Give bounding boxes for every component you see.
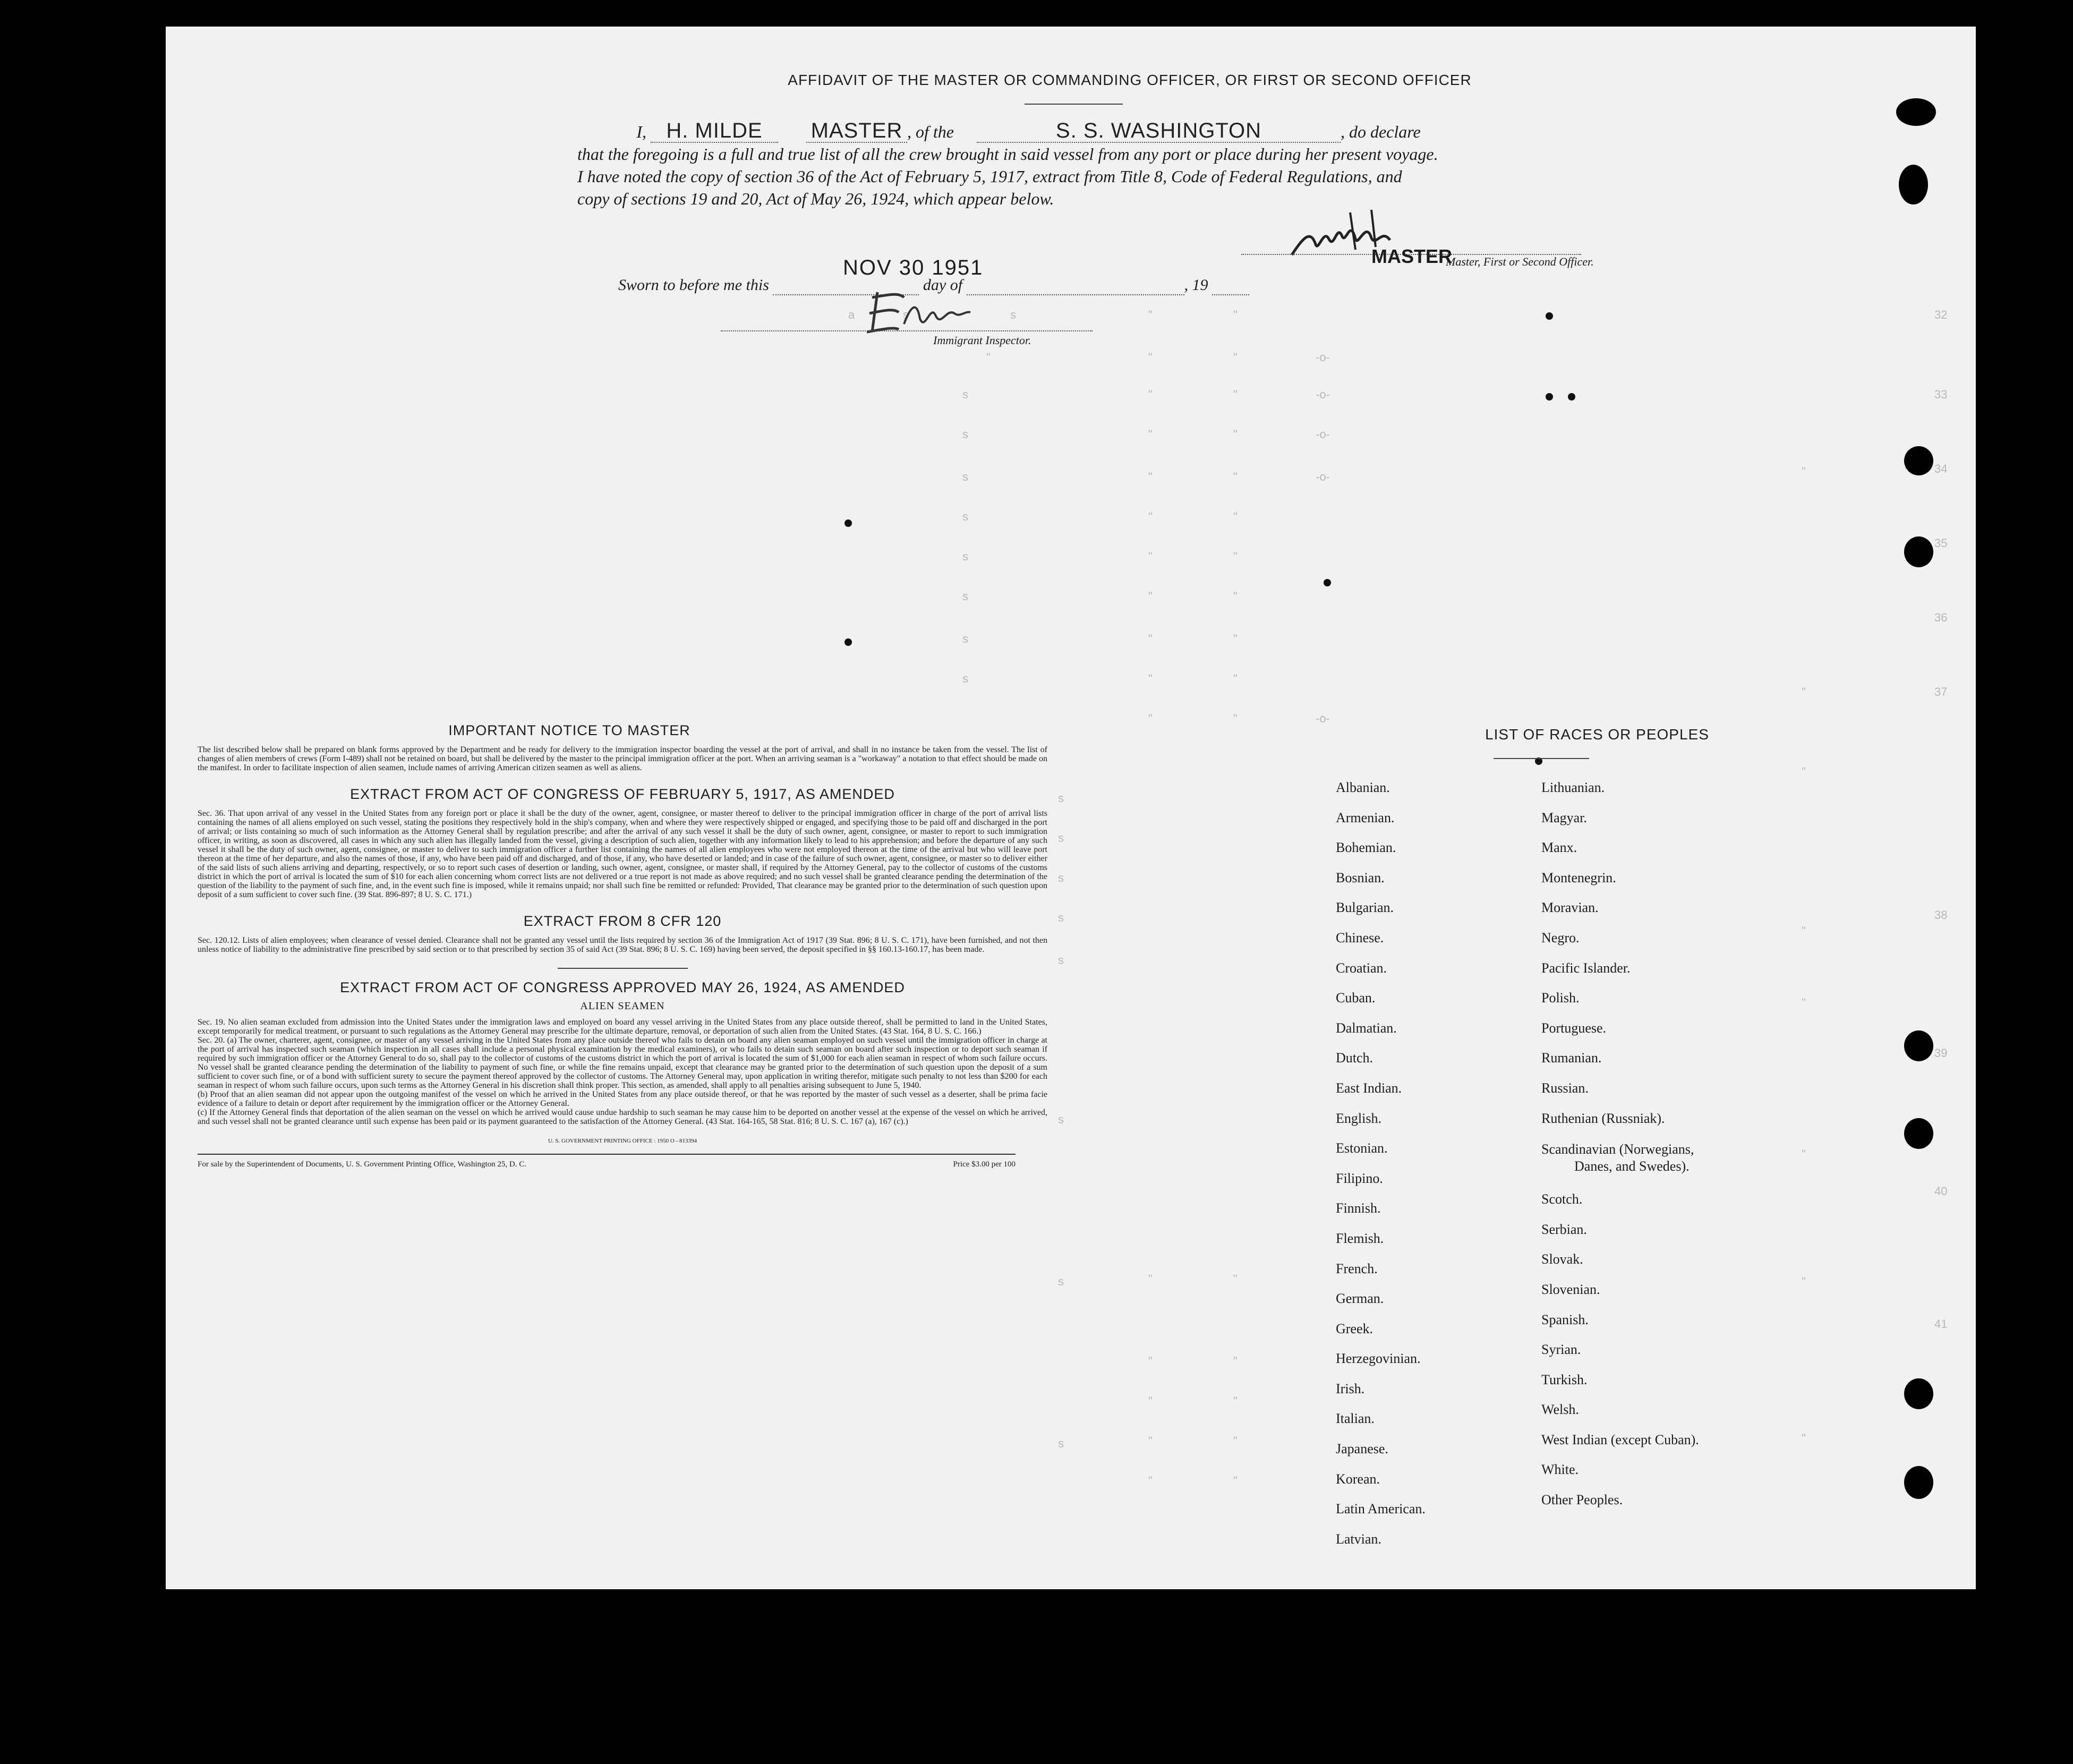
sworn-line [618,276,1415,295]
affidavit-statement [577,120,1759,210]
race-item: Slovenian. [1541,1281,1600,1297]
race-item-scandinavian [1541,1134,1780,1184]
race-item: Ruthenian (Russniak). [1541,1110,1665,1126]
master-stamp: MASTER [1371,245,1452,267]
affidavit-line-1 [577,120,1759,143]
affidavit-line-2: that the foregoing is a full and true list of all the crew brought in said vessel from any port or place during her present voyage. [577,144,1438,164]
race-item: Serbian. [1541,1221,1587,1237]
race-item: Slovak. [1541,1251,1583,1267]
race-item: English. [1336,1110,1381,1126]
ink-dot [1546,312,1553,320]
races-divider [1494,758,1589,759]
punch-hole [1904,1118,1933,1149]
affidavit-line-3: I have noted the copy of section 36 of the Act of February 5, 1917, extract from Title 8, Code of Federal Regulations, and [577,167,1402,186]
race-item-line: Scandinavian (Norwegians, [1541,1141,1694,1157]
race-item: Greek. [1336,1320,1374,1336]
race-item: Lithuanian. [1541,780,1605,795]
punch-hole [1896,98,1936,126]
gpo-imprint: U. S. GOVERNMENT PRINTING OFFICE : 1950 O - 813394 [548,1138,697,1144]
punch-hole [1904,1378,1933,1409]
extract-1924-subtitle: ALIEN SEAMEN [580,1000,665,1012]
race-item: Bosnian. [1336,870,1385,885]
race-item: Manx. [1541,840,1577,856]
punch-hole [1899,165,1928,204]
race-item: Other Peoples. [1541,1492,1623,1508]
race-item: Cuban. [1336,990,1376,1006]
extract-1917-text: Sec. 36. That upon arrival of any vessel in the United States from any foreign port or place it shall be the duty of the owner, agent, consignee, or master thereof to deliver to the principal immigration officer in charge of the port of arrival lists containing the names of all aliens employed on such vessel, stating the positions they respectively hold in the ship's company, when and where they were respectively shipped or engaged, and specifying those to be paid off and discharged in the port of arrival; or lists containing so much of such information as the Attorney General shall by regulation prescribe; and after the arrival of any such vessel it shall be the duty of such owner, agent, consignee, or master to report to such immigration officer, in writing, as soon as discovered, all cases in which any such alien has illegally landed from the vessel, giving a description of such alien, together with any information likely to lead to his apprehension; and before the departure of any such vessel it shall be the duty of such owner, agent, consignee, or master to deliver to such immigration officer a further list containing the names of all alien employees who were not employed thereon at the time of the arrival but who will leave port thereon at the time of her departure, and also the names of those, if any, who have been paid off and discharged, and of those, if any, who have deserted or landed; and in case of the failure of such owner, agent, consignee, or master so to deliver either of the said lists of such aliens arriving and departing, respectively, or so to report such cases of desertion or landing, such owner, agent, consignee, or master shall, if required by the Attorney General, pay to the collector of customs of the customs district in which the port of arrival is located the sum of $10 for each alien concerning whom correct lists are not delivered or a true report is not made as above required; and no such vessel shall be granted clearance pending the determination of the question of the liability to the payment of such fine, and, in the event such fine is imposed, while it remains unpaid; nor shall such fine be remitted or refunded: Provided, That clearance may be granted prior to the determination of such question upon deposit of a sum sufficient to cover such fine. (39 Stat. 896-897; 8 U. S. C. 171.) [198,809,1047,899]
races-title: LIST OF RACES OR PEOPLES [1485,726,1709,743]
race-item: Estonian. [1336,1140,1388,1156]
footer-rule [198,1154,1016,1155]
race-item: Syrian. [1541,1342,1581,1358]
race-item: Latvian. [1336,1531,1381,1547]
extract-cfr-text: Sec. 120.12. Lists of alien employees; when clearance of vessel denied. Clearance shall not be granted any vessel until the lists required by section 36 of the Immigration Act of 1917 (39 Stat. 896; 8 U. S. C. 171), have been furnished, and not then unless notice of liability to the administrative fine prescribed by said section or to that prescribed by section 35 of said Act (39 Stat. 896; 8 U. S. C. 169) having been served, the deposit specified in §§ 160.13-160.17, has been made. [198,936,1047,954]
inspector-line [721,330,1093,331]
race-item: Turkish. [1541,1371,1588,1387]
punch-hole [1904,446,1933,475]
race-item: White. [1541,1462,1579,1478]
race-item: Armenian. [1336,809,1395,825]
race-item: Albanian. [1336,780,1390,795]
ink-dot [1546,393,1553,400]
race-item-line: Danes, and Swedes). [1574,1158,1690,1174]
race-item: East Indian. [1336,1080,1402,1096]
inspector-caption: Immigrant Inspector. [933,334,1031,347]
race-item: Rumanian. [1541,1050,1602,1066]
of-the-label: , of the [907,122,954,141]
do-declare-label: , do declare [1340,122,1421,141]
race-item: Portuguese. [1541,1020,1607,1036]
race-item: Pacific Islander. [1541,960,1631,976]
race-item: Bohemian. [1336,840,1396,856]
title-divider [1025,104,1123,105]
extract-1924-sec20c: (c) If the Attorney General finds that deportation of the alien seaman on the vessel on which he arrived would cause undue hardship to such seaman he may cause him to be deported on another vessel at the expense of the vessel on which he arrived, and such vessel shall not be granted clearance until such expense has been paid or its payment guaranteed to the satisfaction of the Attorney General. (43 Stat. 164-165, 58 Stat. 816; 8 U. S. C. 167 (a), 167 (c).) [198,1108,1047,1126]
legal-notices [198,722,1047,1169]
extract-cfr-title: EXTRACT FROM 8 CFR 120 [523,913,722,929]
master-name: H. MILDE [651,120,778,143]
vessel-name: S. S. WASHINGTON [977,120,1341,143]
ink-dot [1324,579,1331,586]
sale-notice: For sale by the Superintendent of Documents, U. S. Government Printing Office, Washington 25, D. C. [198,1160,526,1169]
extract-1924-title: EXTRACT FROM ACT OF CONGRESS APPROVED MAY 26, 1924, AS AMENDED [340,979,905,995]
races-column-2 [1541,773,1780,1515]
officer-rank: MASTER [806,120,907,143]
extract-1924-sec19: Sec. 19. No alien seaman excluded from admission into the United States under the immigration laws and employed on board any vessel arriving in the United States from any place outside thereof, shall be permitted to land in the United States, except temporarily for medical treatment, or pursuant to such regulations as the Attorney General may prescribe for the ultimate departure, removal, or deportation of such alien from the United States. (43 Stat. 164, 8 U. S. C. 166.) [198,1018,1047,1036]
races-column-1 [1336,773,1538,1554]
bleed-through-marks: a s s " " " " " -o- s " " -o- s " " -o- s " " -o- s " " s " " s " " s " " s " " -o- " " s s s s s s s s " " " " " " " " " " " " " " " " " " 32 33 34 35 36 37 38 39 40 41 [848,308,1948,1487]
punch-hole [1904,536,1933,567]
race-item: Negro. [1541,930,1580,945]
punch-hole [1904,1466,1933,1499]
notice-title: IMPORTANT NOTICE TO MASTER [448,722,690,738]
race-item: Dutch. [1336,1050,1374,1066]
race-item: Bulgarian. [1336,900,1394,916]
race-item: Japanese. [1336,1441,1388,1457]
ink-dot [1568,393,1575,400]
race-item: French. [1336,1260,1378,1276]
punch-hole [1904,1030,1933,1061]
race-item: Irish. [1336,1380,1365,1396]
sworn-year-label: , 19 [1184,276,1208,294]
race-item: Herzegovinian. [1336,1351,1421,1367]
affidavit-title: AFFIDAVIT OF THE MASTER OR COMMANDING OFFICER, OR FIRST OR SECOND OFFICER [788,72,1472,88]
race-item: West Indian (except Cuban). [1541,1431,1699,1447]
race-item: Scotch. [1541,1191,1583,1207]
race-item: Dalmatian. [1336,1020,1397,1036]
section-divider [558,968,688,969]
extract-1924-sec20b: (b) Proof that an alien seaman did not appear upon the outgoing manifest of the vessel on which he arrived in the United States from any place outside thereof, or that he was reported by the master of such vessel as a deserter, shall be prima facie evidence of a failure to detain or deport after requirement by the immigration officer or the Attorney General. [198,1090,1047,1108]
race-item: Chinese. [1336,930,1384,945]
race-item: Welsh. [1541,1402,1579,1418]
footer [198,1160,1016,1169]
race-item: Russian. [1541,1080,1589,1096]
race-item: Polish. [1541,990,1580,1006]
price-notice: Price $3.00 per 100 [953,1160,1016,1169]
signature-caption: Master, First or Second Officer. [1446,255,1594,268]
document-page [166,27,1976,1589]
race-item: Spanish. [1541,1311,1589,1327]
race-item: Magyar. [1541,809,1587,825]
race-item: Croatian. [1336,960,1387,976]
affidavit-line-4: copy of sections 19 and 20, Act of May 26, 1924, which appear below. [577,189,1054,208]
race-item: German. [1336,1291,1384,1307]
race-item: Montenegrin. [1541,870,1616,885]
race-item: Italian. [1336,1411,1375,1427]
i-label: I, [636,122,646,141]
ink-dot [844,519,852,527]
date-stamp: NOV 30 1951 [843,256,984,279]
extract-1917-title: EXTRACT FROM ACT OF CONGRESS OF FEBRUARY 5, 1917, AS AMENDED [350,786,895,802]
ink-dot [844,638,852,646]
sworn-prefix: Sworn to before me this [618,276,769,294]
race-item: Finnish. [1336,1200,1381,1216]
race-item: Latin American. [1336,1501,1426,1517]
sworn-day-label: day of [923,276,963,294]
sworn-year-blank [1212,276,1249,295]
sworn-month-blank [967,276,1184,295]
extract-1924-sec20a: Sec. 20. (a) The owner, charterer, agent, consignee, or master of any vessel arriving in the United States from any place outside thereof who fails to detain on board any alien seaman employed on such vessel until the immigration officer in charge at the port of arrival has inspected such seaman (which inspection in all cases shall include a personal physical examination by the medical examiners), or who fails to detain such seaman on board after such inspection or to deport such seaman if required by such immigration officer or the Attorney General to do so, shall pay to the collector of customs of the customs district in which the port of arrival is located the sum of $1,000 for each alien seaman in respect of whom such failure occurs. No vessel shall be granted clearance pending the determination of the liability to payment of such fine, or while the fine remains unpaid, except that clearance may be granted prior to the determination of such question upon the deposit of a sum sufficient to cover such fine, or of a bond with sufficient surety to secure the payment thereof approved by the collector of customs. The Attorney General may, upon application in writing therefor, mitigate such penalty to not less than $200 for each seaman in respect of whom such failure occurs, upon such terms as the Attorney General in his discretion shall think proper. This section, as amended, shall apply to all penalties arising subsequent to June 5, 1940. [198,1036,1047,1090]
notice-text: The list described below shall be prepared on blank forms approved by the Department and be ready for delivery to the immigration inspector boarding the vessel at the port of arrival, and shall in no instance be taken from the vessel. The list of changes of alien members of crews (Form I-489) shall not be retained on board, but shall be delivered by the master to the principal immigration officer at the port. When an arriving seaman is a "workaway" a notation to that effect should be made on the manifest. In order to facilitate inspection of alien seamen, include names of arriving American citizen seamen as well as aliens. [198,745,1047,772]
race-item: Korean. [1336,1471,1380,1487]
race-item: Moravian. [1541,900,1599,916]
race-item: Flemish. [1336,1230,1384,1246]
race-item: Filipino. [1336,1170,1383,1186]
